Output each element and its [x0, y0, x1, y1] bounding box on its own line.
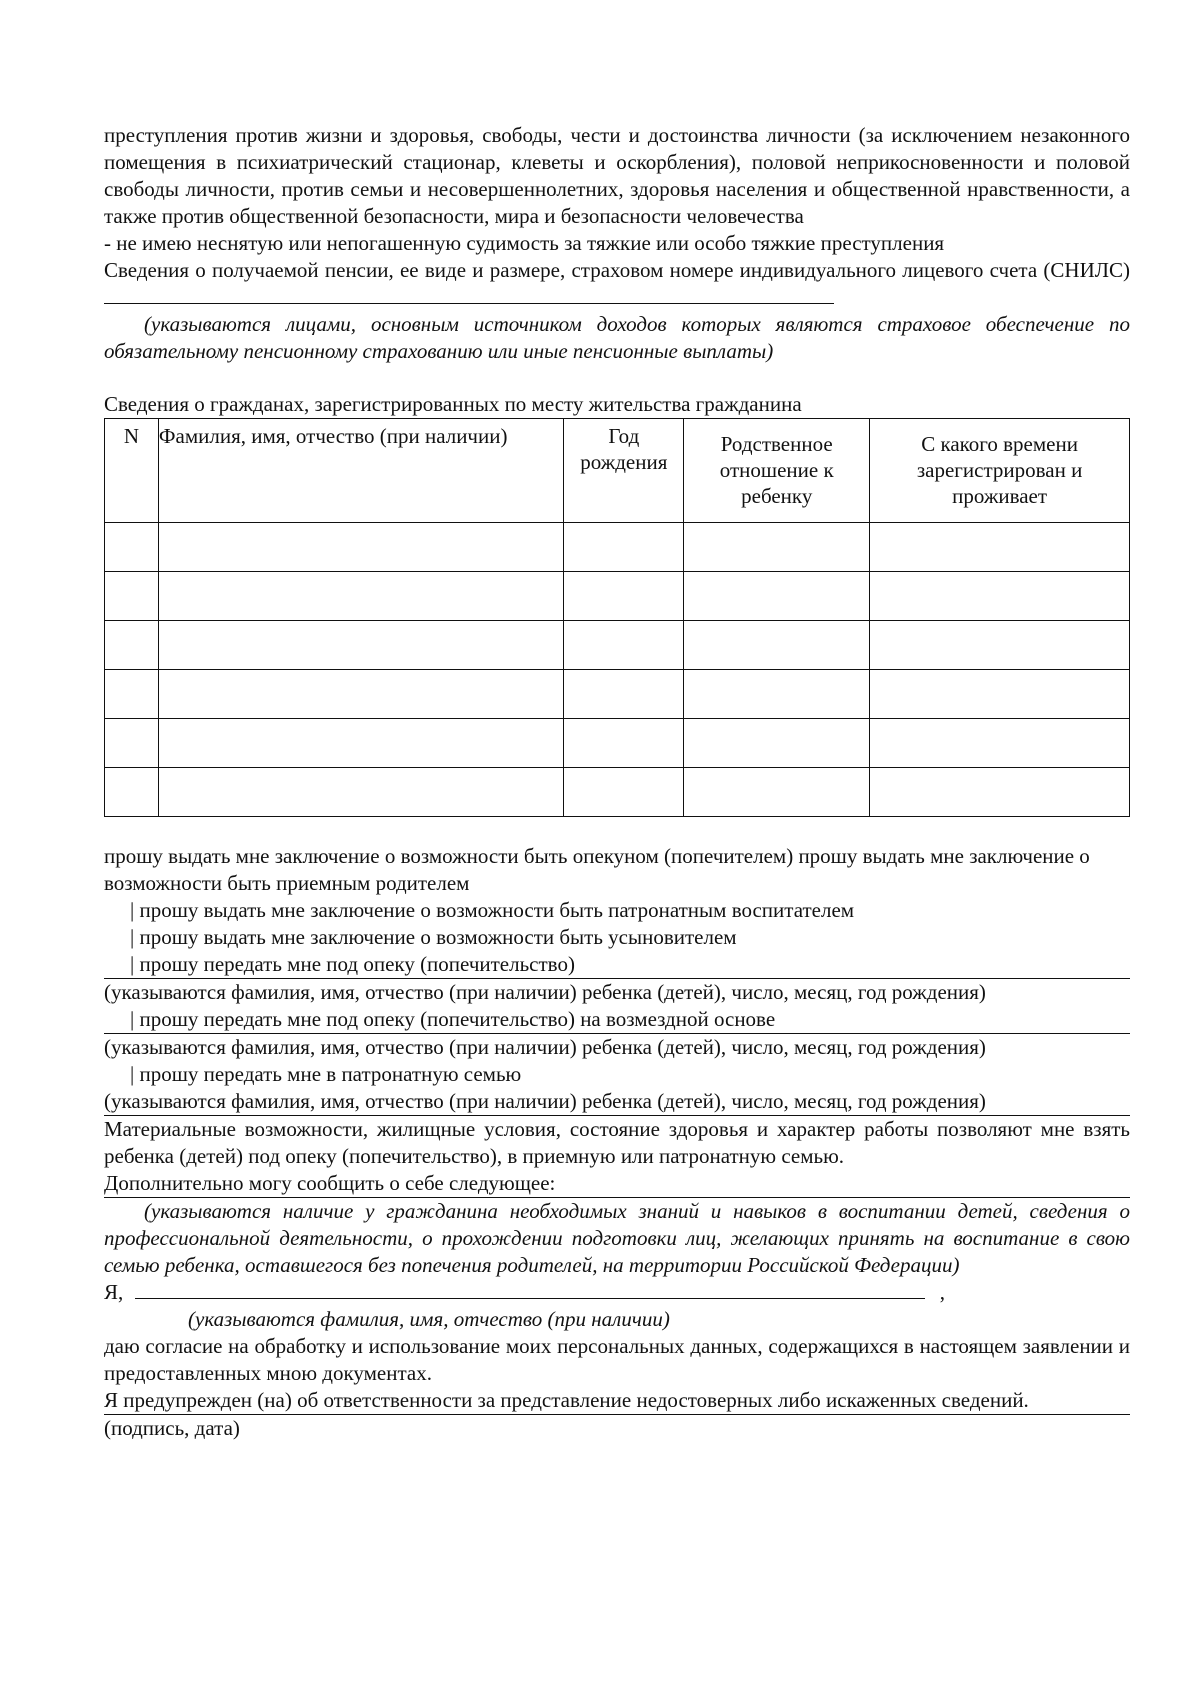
- table-row: [105, 768, 1130, 817]
- table-cell[interactable]: [870, 719, 1130, 768]
- no-conviction-statement: - не имею неснятую или непогашенную судимость за тяжкие или особо тяжкие преступления: [104, 231, 945, 255]
- request-foster-educator: | прошу выдать мне заключение о возможности быть патронатным воспитателем: [130, 898, 855, 922]
- signature-date-label: (подпись, дата): [104, 1416, 240, 1440]
- table-cell[interactable]: [564, 768, 684, 817]
- residents-table-caption: Сведения о гражданах, зарегистрированных по месту жительства гражданина: [104, 392, 802, 416]
- request-guardian: прошу выдать мне заключение о возможности быть опекуном (попечителем) прошу выдать мне заключение о возможности быть приемным родителем: [104, 844, 1090, 895]
- table-cell[interactable]: [684, 768, 870, 817]
- pension-info-paragraph: [104, 257, 1130, 311]
- table-cell[interactable]: [684, 523, 870, 572]
- header-registered-since: С какого времени зарегистрирован и проживает: [870, 419, 1130, 523]
- table-cell[interactable]: [105, 719, 159, 768]
- table-header-row: [105, 419, 1130, 523]
- document-page: [104, 122, 1130, 1442]
- table-cell[interactable]: [870, 523, 1130, 572]
- pension-info-label: Сведения о получаемой пенсии, ее виде и размере, страховом номере индивидуального лицевого счета (СНИЛС): [104, 258, 1130, 282]
- consent-paragraph: даю согласие на обработку и использование моих персональных данных, содержащихся в настоящем заявлении и предоставленных мною документах.: [104, 1334, 1130, 1385]
- table-cell[interactable]: [158, 621, 563, 670]
- residents-table: [104, 418, 1130, 817]
- snils-input-line[interactable]: [104, 285, 834, 304]
- table-cell[interactable]: [870, 621, 1130, 670]
- warning-paragraph: Я предупрежден (на) об ответственности за представление недостоверных либо искаженных сведений.: [104, 1387, 1130, 1415]
- table-cell[interactable]: [158, 572, 563, 621]
- table-cell[interactable]: [564, 670, 684, 719]
- table-cell[interactable]: [684, 670, 870, 719]
- table-cell[interactable]: [564, 719, 684, 768]
- header-birth-year: Год рождения: [564, 419, 684, 523]
- child-info-hint-1: (указываются фамилия, имя, отчество (при наличии) ребенка (детей), число, месяц, год рождения): [104, 980, 986, 1004]
- header-full-name: Фамилия, имя, отчество (при наличии): [158, 419, 563, 523]
- table-cell[interactable]: [105, 621, 159, 670]
- request-foster-family: | прошу передать мне в патронатную семью: [130, 1062, 522, 1086]
- table-row: [105, 572, 1130, 621]
- table-cell[interactable]: [564, 572, 684, 621]
- material-conditions-paragraph: Материальные возможности, жилищные условия, состояние здоровья и характер работы позволяют мне взять ребенка (детей) под опеку (попечительство), в приемную или патронатную семью.: [104, 1117, 1130, 1168]
- table-cell[interactable]: [684, 572, 870, 621]
- table-cell[interactable]: [105, 670, 159, 719]
- header-relationship: Родственное отношение к ребенку: [684, 419, 870, 523]
- additional-info-label: Дополнительно могу сообщить о себе следующее:: [104, 1170, 1130, 1198]
- table-row: [105, 621, 1130, 670]
- child-info-hint-2: (указываются фамилия, имя, отчество (при наличии) ребенка (детей), число, месяц, год рождения): [104, 1035, 986, 1059]
- applicant-name-input[interactable]: [135, 1280, 925, 1299]
- request-guardianship-transfer: | прошу передать мне под опеку (попечительство): [104, 951, 1130, 979]
- table-cell[interactable]: [158, 670, 563, 719]
- header-number: N: [105, 419, 159, 523]
- table-cell[interactable]: [564, 621, 684, 670]
- table-cell[interactable]: [870, 670, 1130, 719]
- table-cell[interactable]: [564, 523, 684, 572]
- child-info-hint-3: (указываются фамилия, имя, отчество (при наличии) ребенка (детей), число, месяц, год рождения): [104, 1088, 1130, 1116]
- applicant-prefix: Я,: [104, 1280, 124, 1304]
- request-adopter: | прошу выдать мне заключение о возможности быть усыновителем: [130, 925, 737, 949]
- table-cell[interactable]: [105, 768, 159, 817]
- table-cell[interactable]: [158, 719, 563, 768]
- table-row: [105, 719, 1130, 768]
- table-cell[interactable]: [158, 523, 563, 572]
- pension-info-hint: (указываются лицами, основным источником доходов которых являются страховое обеспечение по обязательному пенсионному страхованию или иные пенсионные выплаты): [104, 312, 1130, 363]
- table-cell[interactable]: [870, 572, 1130, 621]
- applicant-name-hint: (указываются фамилия, имя, отчество (при наличии): [188, 1307, 670, 1331]
- table-cell[interactable]: [105, 572, 159, 621]
- applicant-suffix: ,: [939, 1280, 946, 1304]
- request-paid-guardianship: | прошу передать мне под опеку (попечительство) на возмездной основе: [104, 1006, 1130, 1034]
- applicant-name-line: [104, 1279, 1130, 1306]
- criminal-record-paragraph: преступления против жизни и здоровья, свободы, чести и достоинства личности (за исключением незаконного помещения в психиатрический стационар, клеветы и оскорбления), половой неприкосновенности и половой свободы личности, против семьи и несовершеннолетних, здоровья населения и общественной нравственности, а также против общественной безопасности, мира и безопасности человечества: [104, 123, 1130, 228]
- table-row: [105, 670, 1130, 719]
- table-cell[interactable]: [684, 719, 870, 768]
- table-cell[interactable]: [870, 768, 1130, 817]
- table-row: [105, 523, 1130, 572]
- additional-info-hint: (указываются наличие у гражданина необходимых знаний и навыков в воспитании детей, сведения о профессиональной деятельности, о прохождении подготовки лиц, желающих принять на воспитание в свою семью ребенка, оставшегося без попечения родителей, на территории Российской Федерации): [104, 1199, 1130, 1277]
- table-cell[interactable]: [158, 768, 563, 817]
- table-cell[interactable]: [105, 523, 159, 572]
- table-cell[interactable]: [684, 621, 870, 670]
